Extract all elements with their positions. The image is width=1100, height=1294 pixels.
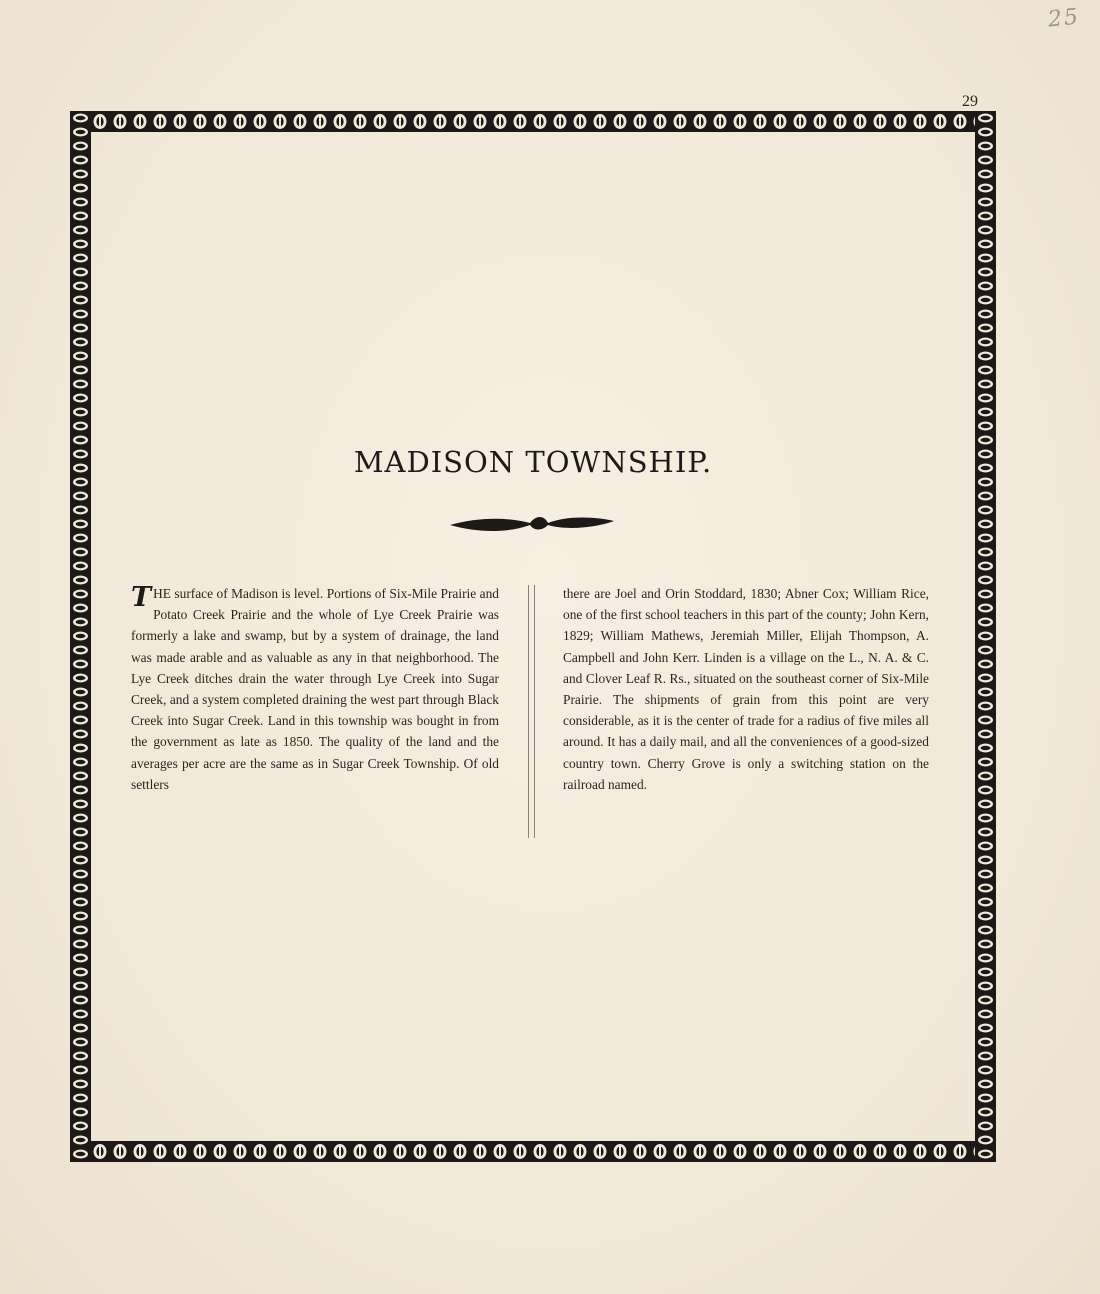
- page-title: MADISON TOWNSHIP.: [353, 445, 713, 480]
- right-column-text: there are Joel and Orin Stoddard, 1830; Abner Cox; William Rice, one of the first school teachers in this part of the county; John Kern, 1829; William Mathews, Jeremiah Miller, Elijah Thompson, A. Campbell and John Kerr. Linden is a village on the L., N. A. & C. and Clover Leaf R. Rs., situated on the southeast corner of Six-Mile Prairie. The shipments of grain from this point are very considerable, as it is the center of trade for a radius of five miles all around. It has a daily mail, and all the conveniences of a good-sized country town. Cherry Grove is only a switching station on the railroad named.: [563, 586, 929, 792]
- ornamental-border-bottom: [70, 1141, 996, 1162]
- ornamental-border-top: [70, 111, 996, 132]
- handwritten-page-mark: 25: [1046, 4, 1082, 33]
- page-number: 29: [962, 93, 978, 110]
- ornamental-border-right: [975, 111, 996, 1162]
- column-divider: [528, 585, 535, 838]
- article-column-left: [131, 583, 499, 795]
- ornamental-border-left: [70, 111, 91, 1162]
- article-column-right: [563, 583, 929, 795]
- left-column-text: HE surface of Madison is level. Portions of Six-Mile Prairie and Potato Creek Prairie and the whole of Lye Creek Prairie was formerly a lake and swamp, but by a system of drainage, the land was made arable and as valuable as any in that neighborhood. The Lye Creek ditches drain the water through Lye Creek into Sugar Creek, and a system completed draining the west part through Black Creek into Sugar Creek. Land in this township was bought in from the government as late as 1850. The quality of the land and the averages per acre are the same as in Sugar Creek Township. Of old settlers: [131, 586, 499, 792]
- decorative-swash: [448, 511, 616, 535]
- drop-cap: T: [131, 582, 152, 613]
